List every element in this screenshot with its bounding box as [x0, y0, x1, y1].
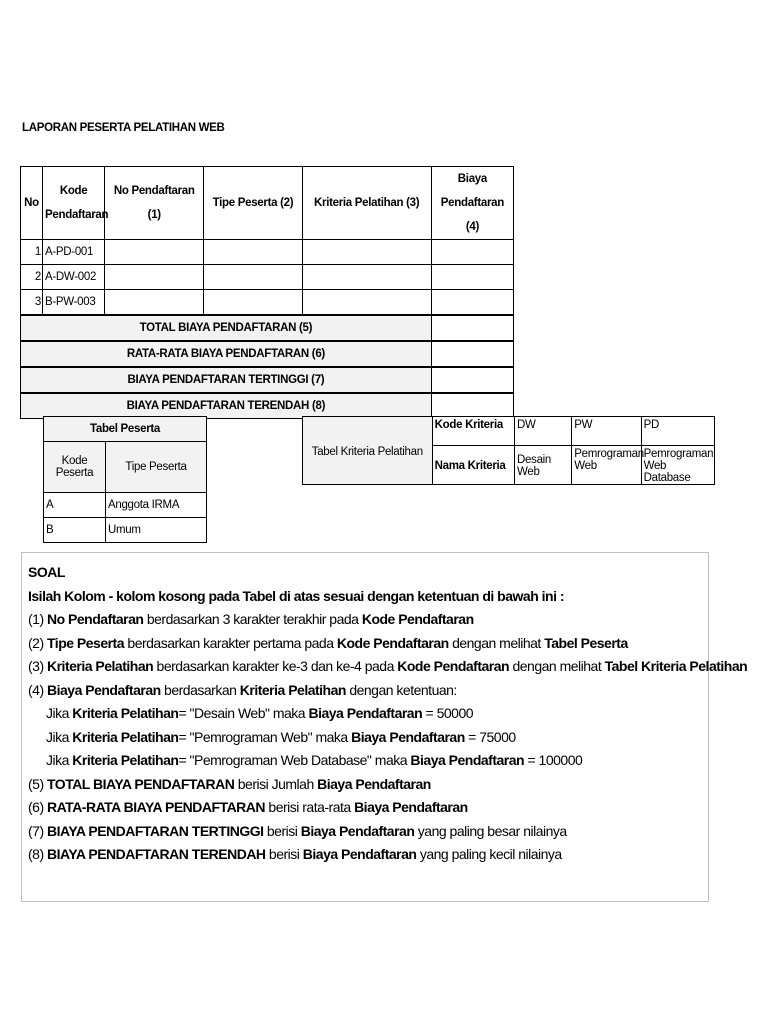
row-no: 3: [21, 290, 43, 316]
row-kode: A-DW-002: [43, 265, 105, 290]
header-kode: Kode Pendaftaran: [43, 167, 105, 240]
kriteria-title: Tabel Kriteria Pelatihan: [303, 417, 433, 485]
peserta-tipe: Anggota IRMA: [106, 493, 207, 518]
summary-row-average: [21, 341, 514, 367]
header-biaya: Biaya Pendaftaran (4): [431, 167, 513, 240]
cell-no-pendaftaran[interactable]: [105, 265, 204, 290]
soal-line: (2) Tipe Peserta berdasarkan karakter pertama pada Kode Pendaftaran dengan melihat Tabel Peserta: [28, 634, 628, 651]
cell-tipe[interactable]: [204, 290, 302, 316]
cell-no-pendaftaran[interactable]: [105, 290, 204, 316]
kriteria-code: DW: [515, 417, 572, 446]
peserta-kode: B: [44, 518, 106, 543]
cell-kriteria[interactable]: [302, 240, 431, 265]
table-row: [21, 290, 514, 316]
soal-line: (4) Biaya Pendaftaran berdasarkan Kriteria Pelatihan dengan ketentuan:: [28, 681, 457, 698]
soal-line: (5) TOTAL BIAYA PENDAFTARAN berisi Jumlah Biaya Pendaftaran: [28, 775, 431, 792]
table-row: [21, 265, 514, 290]
soal-heading: SOAL: [28, 564, 65, 580]
peserta-tipe: Umum: [106, 518, 207, 543]
soal-line: Jika Kriteria Pelatihan= "Desain Web" maka Biaya Pendaftaran = 50000: [46, 705, 474, 721]
soal-line: (1) No Pendaftaran berdasarkan 3 karakter terakhir pada Kode Pendaftaran: [28, 611, 474, 627]
tabel-peserta: [43, 416, 207, 543]
cell-no-pendaftaran[interactable]: [105, 240, 204, 265]
cell-biaya[interactable]: [431, 265, 513, 290]
tabel-kriteria: [302, 416, 715, 485]
soal-line: Jika Kriteria Pelatihan= "Pemrograman Web Database" maka Biaya Pendaftaran = 100000: [46, 752, 583, 768]
kriteria-code: PW: [572, 417, 641, 446]
summary-value[interactable]: [431, 393, 513, 419]
soal-box: [21, 552, 748, 902]
soal-line: Jika Kriteria Pelatihan= "Pemrograman Web" maka Biaya Pendaftaran = 75000: [46, 728, 516, 745]
report-table: [20, 166, 514, 419]
kriteria-code: PD: [641, 417, 714, 446]
soal-line: (6) RATA-RATA BIAYA PENDAFTARAN berisi rata-rata Biaya Pendaftaran: [28, 799, 468, 815]
soal-line: (8) BIAYA PENDAFTARAN TERENDAH berisi Biaya Pendaftaran yang paling kecil nilainya: [28, 846, 562, 862]
cell-biaya[interactable]: [431, 240, 513, 265]
table-row: [44, 493, 207, 518]
row-kode: B-PW-003: [43, 290, 105, 316]
kriteria-name: Pemrograman Web Database: [641, 446, 714, 485]
row-no: 2: [21, 265, 43, 290]
cell-tipe[interactable]: [204, 240, 302, 265]
table-row: [21, 240, 514, 265]
header-no: No: [21, 167, 43, 240]
report-title: LAPORAN PESERTA PELATIHAN WEB: [22, 122, 225, 134]
peserta-col-kode: Kode Peserta: [44, 442, 106, 493]
soal-line: (3) Kriteria Pelatihan berdasarkan karakter ke-3 dan ke-4 pada Kode Pendaftaran dengan melihat Tabel Kriteria Pelatihan: [28, 658, 748, 674]
cell-biaya[interactable]: [431, 290, 513, 316]
report-header-row: [21, 167, 514, 240]
header-kriteria: Kriteria Pelatihan (3): [302, 167, 431, 240]
kriteria-name: Pemrograman Web: [572, 446, 641, 485]
table-row: [44, 518, 207, 543]
row-kode: A-PD-001: [43, 240, 105, 265]
row-no: 1: [21, 240, 43, 265]
peserta-title: Tabel Peserta: [44, 417, 207, 442]
summary-label: BIAYA PENDAFTARAN TERTINGGI (7): [21, 367, 432, 393]
header-no-pendaftaran: No Pendaftaran (1): [105, 167, 204, 240]
kriteria-nama-label: Nama Kriteria: [432, 446, 514, 485]
summary-label: BIAYA PENDAFTARAN TERENDAH (8): [21, 393, 432, 419]
soal-intro: Isilah Kolom - kolom kosong pada Tabel di atas sesuai dengan ketentuan di bawah ini :: [28, 587, 565, 604]
cell-tipe[interactable]: [204, 265, 302, 290]
peserta-kode: A: [44, 493, 106, 518]
summary-row-total: [21, 315, 514, 341]
kriteria-name: Desain Web: [515, 446, 572, 485]
cell-kriteria[interactable]: [302, 290, 431, 316]
summary-value[interactable]: [431, 367, 513, 393]
kriteria-kode-label: Kode Kriteria: [432, 417, 514, 446]
cell-kriteria[interactable]: [302, 265, 431, 290]
summary-label: TOTAL BIAYA PENDAFTARAN (5): [21, 315, 432, 341]
summary-row-min: [21, 393, 514, 419]
summary-value[interactable]: [431, 315, 513, 341]
soal-line: (7) BIAYA PENDAFTARAN TERTINGGI berisi Biaya Pendaftaran yang paling besar nilainya: [28, 822, 567, 839]
summary-row-max: [21, 367, 514, 393]
header-tipe: Tipe Peserta (2): [204, 167, 302, 240]
summary-value[interactable]: [431, 341, 513, 367]
summary-label: RATA-RATA BIAYA PENDAFTARAN (6): [21, 341, 432, 367]
soal-lines: [28, 608, 748, 867]
peserta-col-tipe: Tipe Peserta: [106, 442, 207, 493]
